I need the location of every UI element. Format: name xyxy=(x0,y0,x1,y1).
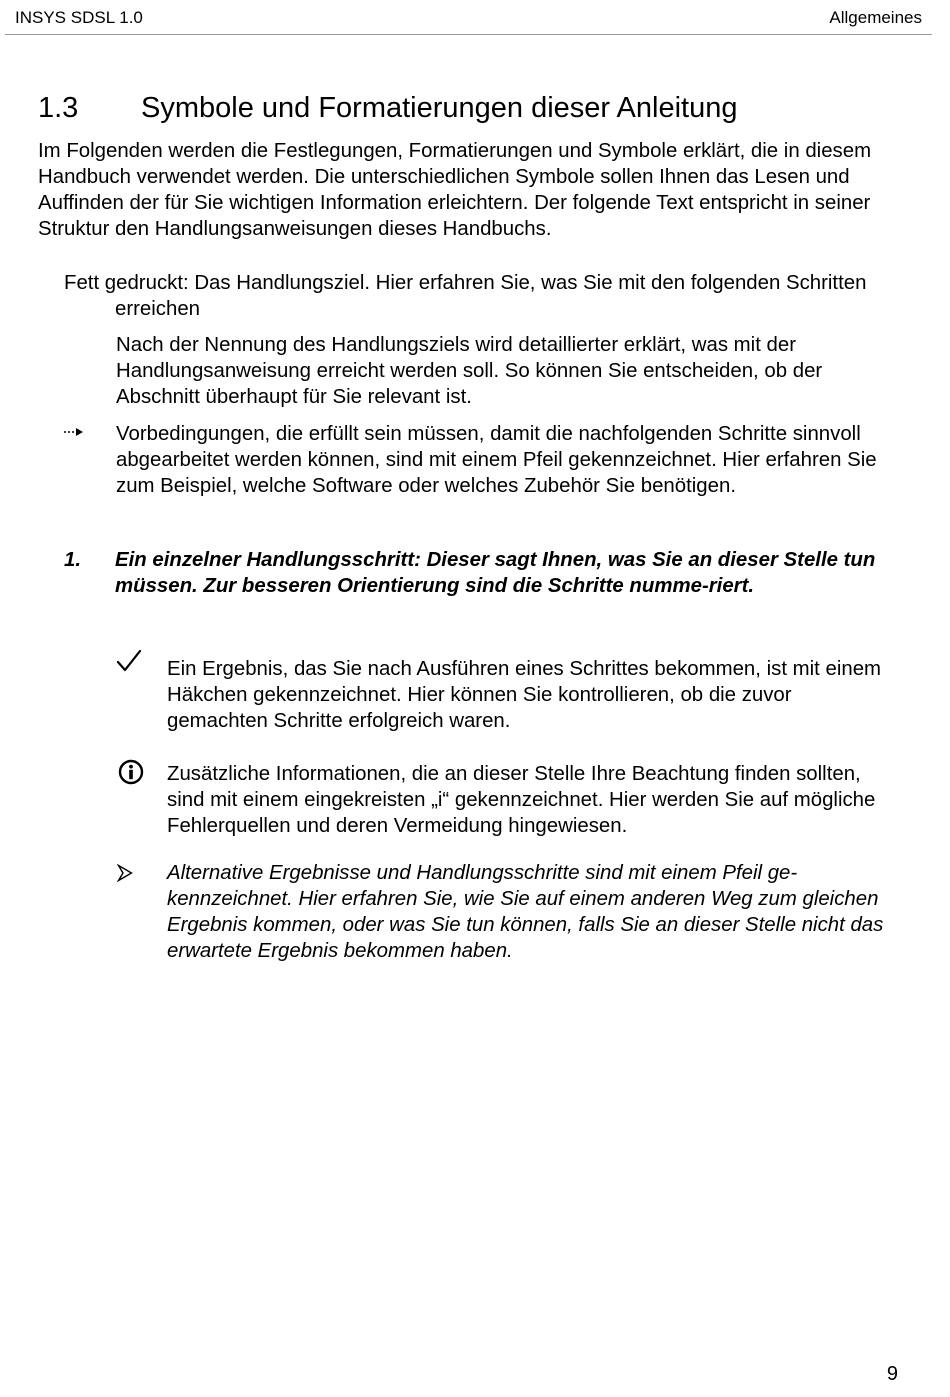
dotted-arrow-icon xyxy=(63,425,85,439)
step-text: Ein einzelner Handlungsschritt: Dieser sagt Ihnen, was Sie an dieser Stelle tun müssen. Zur besseren Orientierung sind die Schritte numme-riert. xyxy=(115,549,876,597)
checkmark-icon xyxy=(115,648,143,674)
page-number: 9 xyxy=(886,1363,898,1385)
step-number: 1. xyxy=(64,549,82,571)
arrowhead-icon xyxy=(117,864,133,882)
info-text: Zusätzliche Informationen, die an dieser Stelle Ihre Beachtung finden sollten, sind mit einem eingekreisten „i“ gekennzeichnet. Hier werden Sie auf mögliche Fehlerquellen und deren Vermeidung hingewiesen. xyxy=(167,763,876,837)
goal-description: Nach der Nennung des Handlungsziels wird detaillierter erklärt, was mit der Handlungsanweisung erreicht werden soll. So können Sie entscheiden, ob der Abschnitt überhaupt für Sie relevant ist. xyxy=(116,334,823,408)
precondition-text: Vorbedingungen, die erfüllt sein müssen, damit die nachfolgenden Schritte sinnvoll abgearbeitet werden können, sind mit einem Pfeil gekennzeichnet. Hier erfahren Sie zum Beispiel, welche Software oder welches Zubehör Sie benötigen. xyxy=(116,423,877,497)
result-text: Ein Ergebnis, das Sie nach Ausführen eines Schrittes bekommen, ist mit einem Häkchen gekennzeichnet. Hier können Sie kontrollieren, ob die zuvor gemachten Schritte erfolgreich waren. xyxy=(167,658,882,732)
header-divider xyxy=(5,34,932,35)
document-title: INSYS SDSL 1.0 xyxy=(15,8,143,27)
goal-title: Fett gedruckt: Das Handlungsziel. Hier erfahren Sie, was Sie mit den folgenden Schritten erreichen xyxy=(64,272,867,320)
intro-paragraph: Im Folgenden werden die Festlegungen, Formatierungen und Symbole erklärt, die in diesem Handbuch verwendet werden. Die unterschiedlichen Symbole sollen Ihnen das Lesen und Auffinden der für Sie wichtigen Information erleichtern. Der folgende Text entspricht in seiner Struktur den Handlungsanweisungen dieses Handbuchs. xyxy=(38,140,872,240)
section-heading xyxy=(38,90,737,126)
section-number: 1.3 xyxy=(38,92,79,124)
alternative-text: Alternative Ergebnisse und Handlungsschritte sind mit einem Pfeil ge-kennzeichnet. Hier erfahren Sie, wie Sie auf einem anderen Weg zum gleichen Ergebnis kommen, oder was Sie tun können, falls Sie an dieser Stelle nicht das erwartete Ergebnis bekommen haben. xyxy=(167,862,884,962)
section-title: Symbole und Formatierungen dieser Anleitung xyxy=(141,92,738,124)
info-circle-icon xyxy=(118,759,144,785)
chapter-title: Allgemeines xyxy=(829,8,922,27)
